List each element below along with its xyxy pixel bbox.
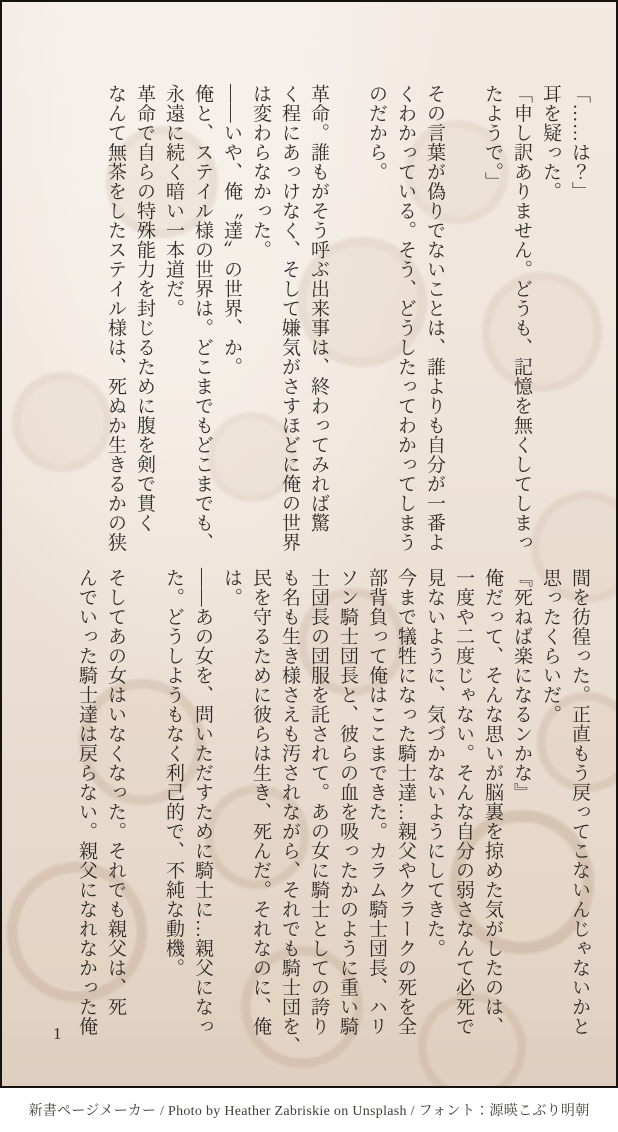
blank-line [130, 568, 159, 1062]
text-line: 今まで犠牲になった騎士達…親父やクラークの死を全 [395, 568, 416, 1036]
text-line: も名も生き様さえも汚されながら、それでも騎士団を、 [279, 568, 300, 1056]
text-line: その言葉が偽りでないことは、誰よりも自分が一番よ [424, 84, 445, 552]
text-line: た。どうしようもなく利己的で、不純な動機。 [163, 568, 184, 978]
text-line: 俺だって、そんな思いが脳裏を掠めた気がしたのは、 [482, 568, 503, 1036]
text-line: のだから。 [366, 84, 387, 182]
text-line: たようで。」 [482, 84, 503, 192]
blank-line [333, 84, 362, 578]
text-line: 民を守るために彼らは生き、死んだ。それなのに、俺 [250, 568, 271, 1036]
vertical-text-block-top [101, 84, 594, 578]
text-line: ――いや、俺〝達〟の世界、か。 [221, 84, 242, 377]
text-line: 見ないように、気づかないようにしてきた。 [424, 568, 445, 958]
text-line: 俺と、ステイル様の世界は。どこまでもどこまでも、 [192, 84, 213, 552]
text-line: 永遠に続く暗い一本道だ。 [163, 84, 184, 318]
blank-line [449, 84, 478, 578]
text-line: く程にあっけなく、そして嫌気がさすほどに俺の世界 [279, 84, 300, 552]
text-line: 一度や二度じゃない。そんな自分の弱さなんて必死で [453, 568, 474, 1036]
text-line: 思ったくらいだ。 [540, 568, 561, 724]
text-line: 士団長の団服を託されて。あの女に騎士としての誇り [308, 568, 329, 1036]
text-line: 革命。誰もがそう呼ぶ出来事は、終わってみれば驚 [308, 84, 329, 533]
text-line: 「……は？」 [569, 84, 590, 201]
footer-credit: 新書ページメーカー / Photo by Heather Zabriskie on Unsplash / フォント：源暎こぶり明朝 [0, 1088, 618, 1132]
text-line: 間を彷徨った。正直もう戻ってこないんじゃないかと [569, 568, 590, 1036]
text-line: そしてあの女はいなくなった。それでも親父は、死 [105, 568, 126, 1017]
text-line: は変わらなかった。 [250, 84, 271, 260]
text-line: 『死ねば楽になるンかな』 [511, 568, 532, 802]
text-line: ソン騎士団長と、彼らの血を吸ったかのように重い騎 [337, 568, 358, 1036]
text-line: 革命で自らの特殊能力を封じるために腹を剣で貫く [134, 84, 155, 533]
vertical-text-block-bottom [72, 568, 594, 1062]
text-line: 「申し訳ありません。どうも、記憶を無くしてしまっ [511, 84, 532, 552]
text-line: なんて無茶をしたステイル様は、死ぬか生きるかの狭 [105, 84, 126, 552]
text-line: は。 [221, 568, 242, 607]
text-line: くわかっている。そう、どうしたってわかってしまう [395, 84, 416, 552]
text-line: んでいった騎士達は戻らない。親父になれなかった俺 [76, 568, 97, 1036]
text-line: 部背負って俺はここまできた。カラム騎士団長、ハリ [366, 568, 387, 1036]
page-number: 1 [53, 1024, 63, 1043]
text-line: 耳を疑った。 [540, 84, 561, 201]
text-line: ――あの女を、問いただすために騎士に…親父になっ [192, 568, 213, 1036]
